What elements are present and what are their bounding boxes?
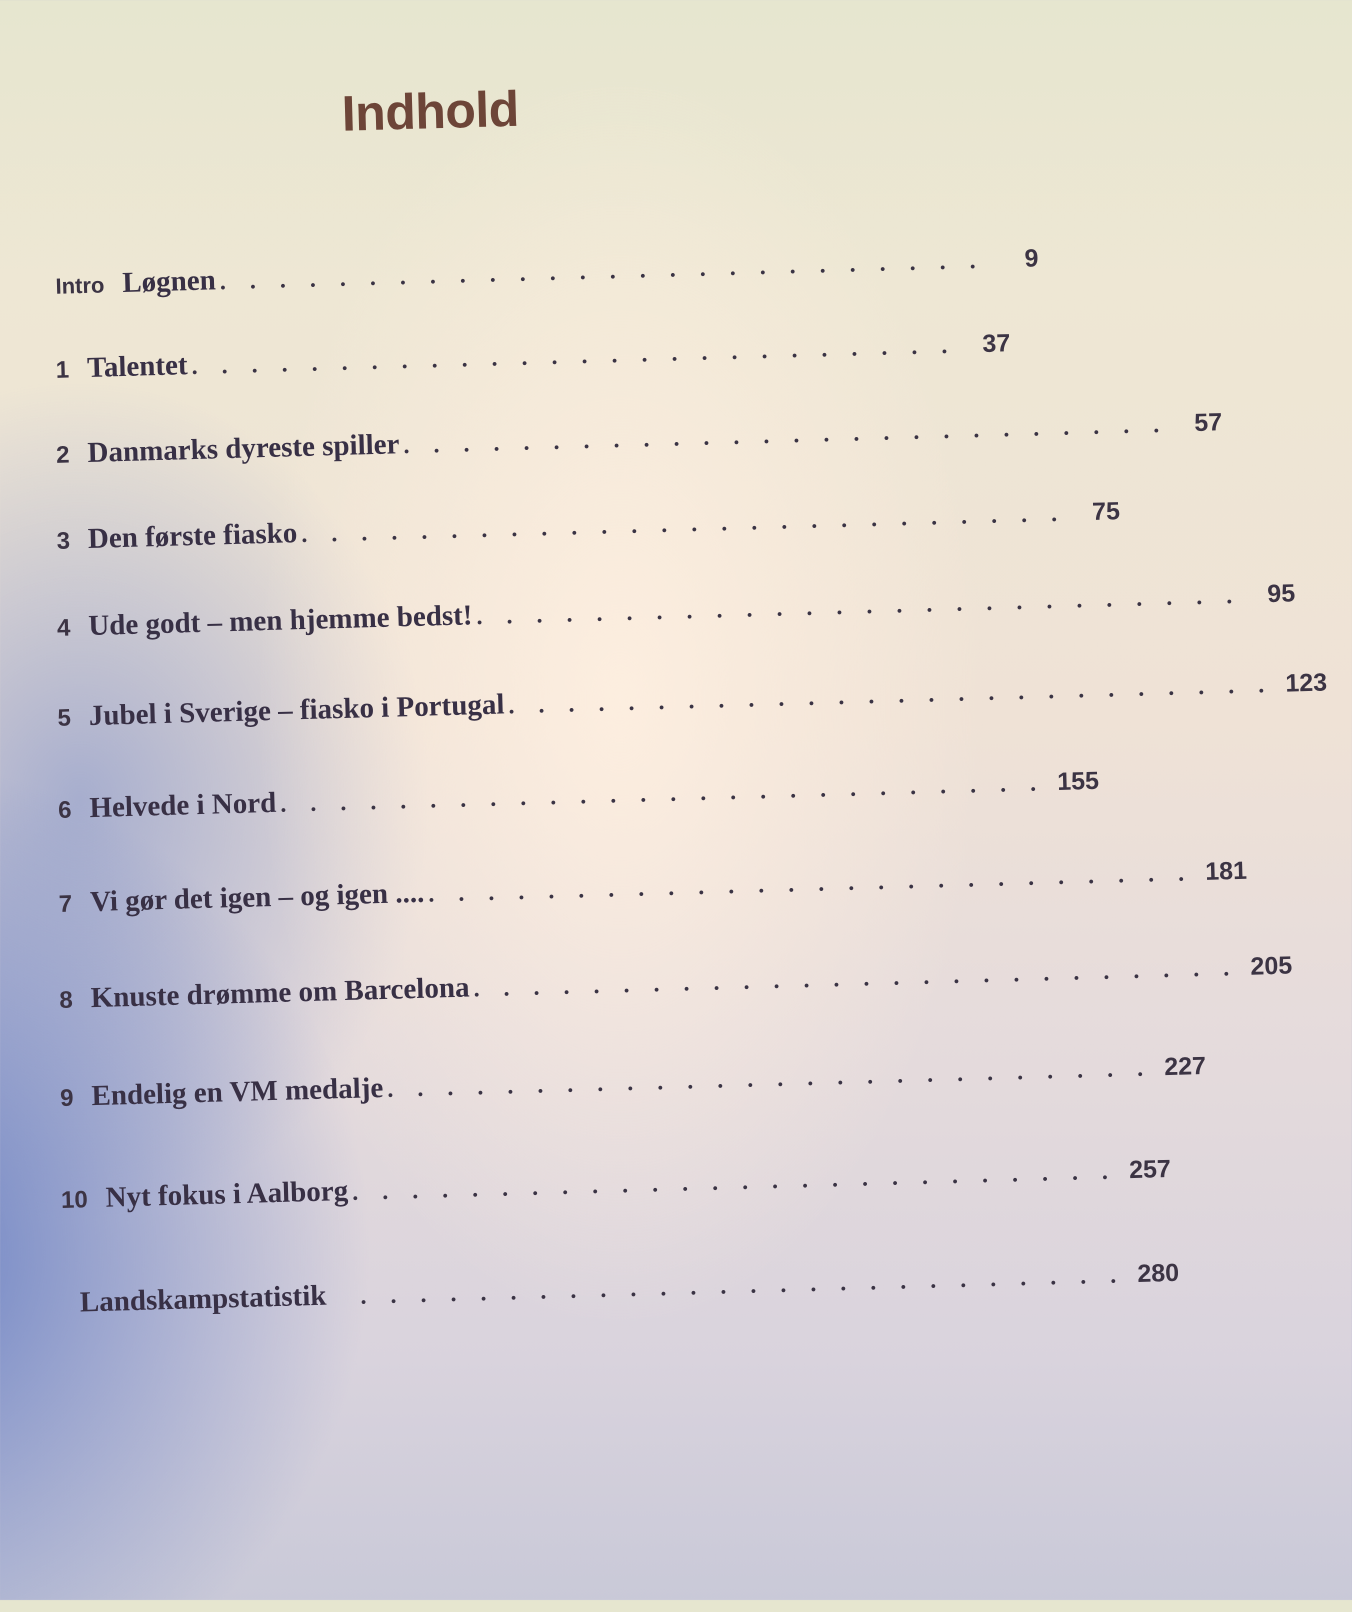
- dot-leader: . . . . . . . . . . . . . . . . . . . . . . . . . .: [300, 500, 1067, 549]
- toc-entry: [56, 497, 1121, 557]
- dot-leader: . . . . . . . . . . . . . . . . . . . . . . . . . .: [191, 332, 957, 381]
- toc-entry-title: Ude godt – men hjemme bedst!: [87, 599, 473, 643]
- toc-entry-page: 123: [1284, 668, 1328, 698]
- dot-leader: . . . . . . . . . . . . . . . . . . . . . . . . . .: [386, 1055, 1153, 1103]
- toc-entry: [56, 579, 1296, 643]
- toc-entry-title: Helvede i Nord: [88, 786, 277, 825]
- toc-entry-page: 57: [1193, 408, 1223, 438]
- toc-entry-title: Danmarks dyreste spiller: [87, 428, 400, 469]
- toc-entry: [57, 668, 1328, 734]
- toc-entry-title: Landskampstatistik: [79, 1279, 327, 1319]
- toc-entry: [55, 244, 1039, 302]
- toc-entry-title: Den første fiasko: [87, 517, 298, 556]
- toc-entry-number: 8: [59, 986, 74, 1014]
- toc-entry-page: 227: [1163, 1052, 1207, 1082]
- toc-entry-number: Intro: [55, 272, 105, 299]
- dot-leader: . . . . . . . . . . . . . . . . . . . . . . . . . .: [360, 1262, 1126, 1310]
- dot-leader: . . . . . . . . . . . . . . . . . . . . . . . . . .: [473, 955, 1239, 1003]
- toc-entry-number: 2: [55, 441, 70, 469]
- toc-entry-number: 5: [57, 704, 72, 732]
- toc-entry-title: Nyt fokus i Aalborg: [105, 1175, 349, 1214]
- toc-entry: [59, 1052, 1207, 1114]
- toc-entry-page: 280: [1136, 1258, 1180, 1288]
- toc-entry: [57, 766, 1100, 826]
- toc-entry-number: 6: [57, 796, 72, 824]
- toc-entry: [61, 1258, 1180, 1320]
- dot-leader: . . . . . . . . . . . . . . . . . . . . . . . . . .: [403, 411, 1169, 460]
- toc-entry-page: 9: [1024, 244, 1039, 273]
- toc-entry: [58, 856, 1248, 920]
- toc-entry-title: Knuste drømme om Barcelona: [90, 971, 470, 1015]
- toc-entry-page: 181: [1204, 856, 1248, 886]
- dot-leader: . . . . . . . . . . . . . . . . . . . . . . . . . .: [351, 1158, 1118, 1206]
- dot-leader: . . . . . . . . . . . . . . . . . . . . . . . . . .: [508, 671, 1274, 720]
- toc-entry-number: 9: [59, 1084, 74, 1112]
- dot-leader: . . . . . . . . . . . . . . . . . . . . . . . . . .: [476, 582, 1242, 631]
- toc-entry-page: 257: [1128, 1155, 1172, 1185]
- toc-entry-number: 4: [56, 614, 71, 642]
- toc-entry-page: 75: [1091, 497, 1121, 526]
- dot-leader: . . . . . . . . . . . . . . . . . . . . . . . . . .: [427, 860, 1194, 908]
- toc-entry-number: 10: [60, 1186, 89, 1215]
- toc-entry-page: 205: [1250, 951, 1293, 981]
- toc-entry-page: 155: [1056, 766, 1100, 797]
- toc-entry-title: Jubel i Sverige – fiasko i Portugal: [88, 688, 505, 733]
- page-title: Indhold: [341, 80, 520, 142]
- toc-entry: [55, 408, 1223, 471]
- toc-entry-number: 3: [56, 527, 71, 555]
- toc-entry-title: Talentet: [86, 349, 188, 384]
- dot-leader: . . . . . . . . . . . . . . . . . . . . . . . . . .: [279, 770, 1046, 818]
- toc-entry: [59, 951, 1293, 1016]
- toc-entry: [55, 329, 1011, 386]
- toc-entry-title: Vi gør det igen – og igen ....: [89, 876, 425, 919]
- toc-entry: [60, 1155, 1172, 1216]
- toc-entry-page: 37: [982, 329, 1011, 358]
- toc-entry-title: Løgnen: [121, 264, 217, 299]
- toc-entry-page: 95: [1266, 579, 1296, 609]
- dot-leader: . . . . . . . . . . . . . . . . . . . . . . . . . .: [219, 247, 985, 296]
- toc-entry-title: Endelig en VM medalje: [91, 1071, 384, 1113]
- toc-entry-number: 1: [55, 356, 70, 384]
- toc-entry-number: 7: [58, 890, 73, 918]
